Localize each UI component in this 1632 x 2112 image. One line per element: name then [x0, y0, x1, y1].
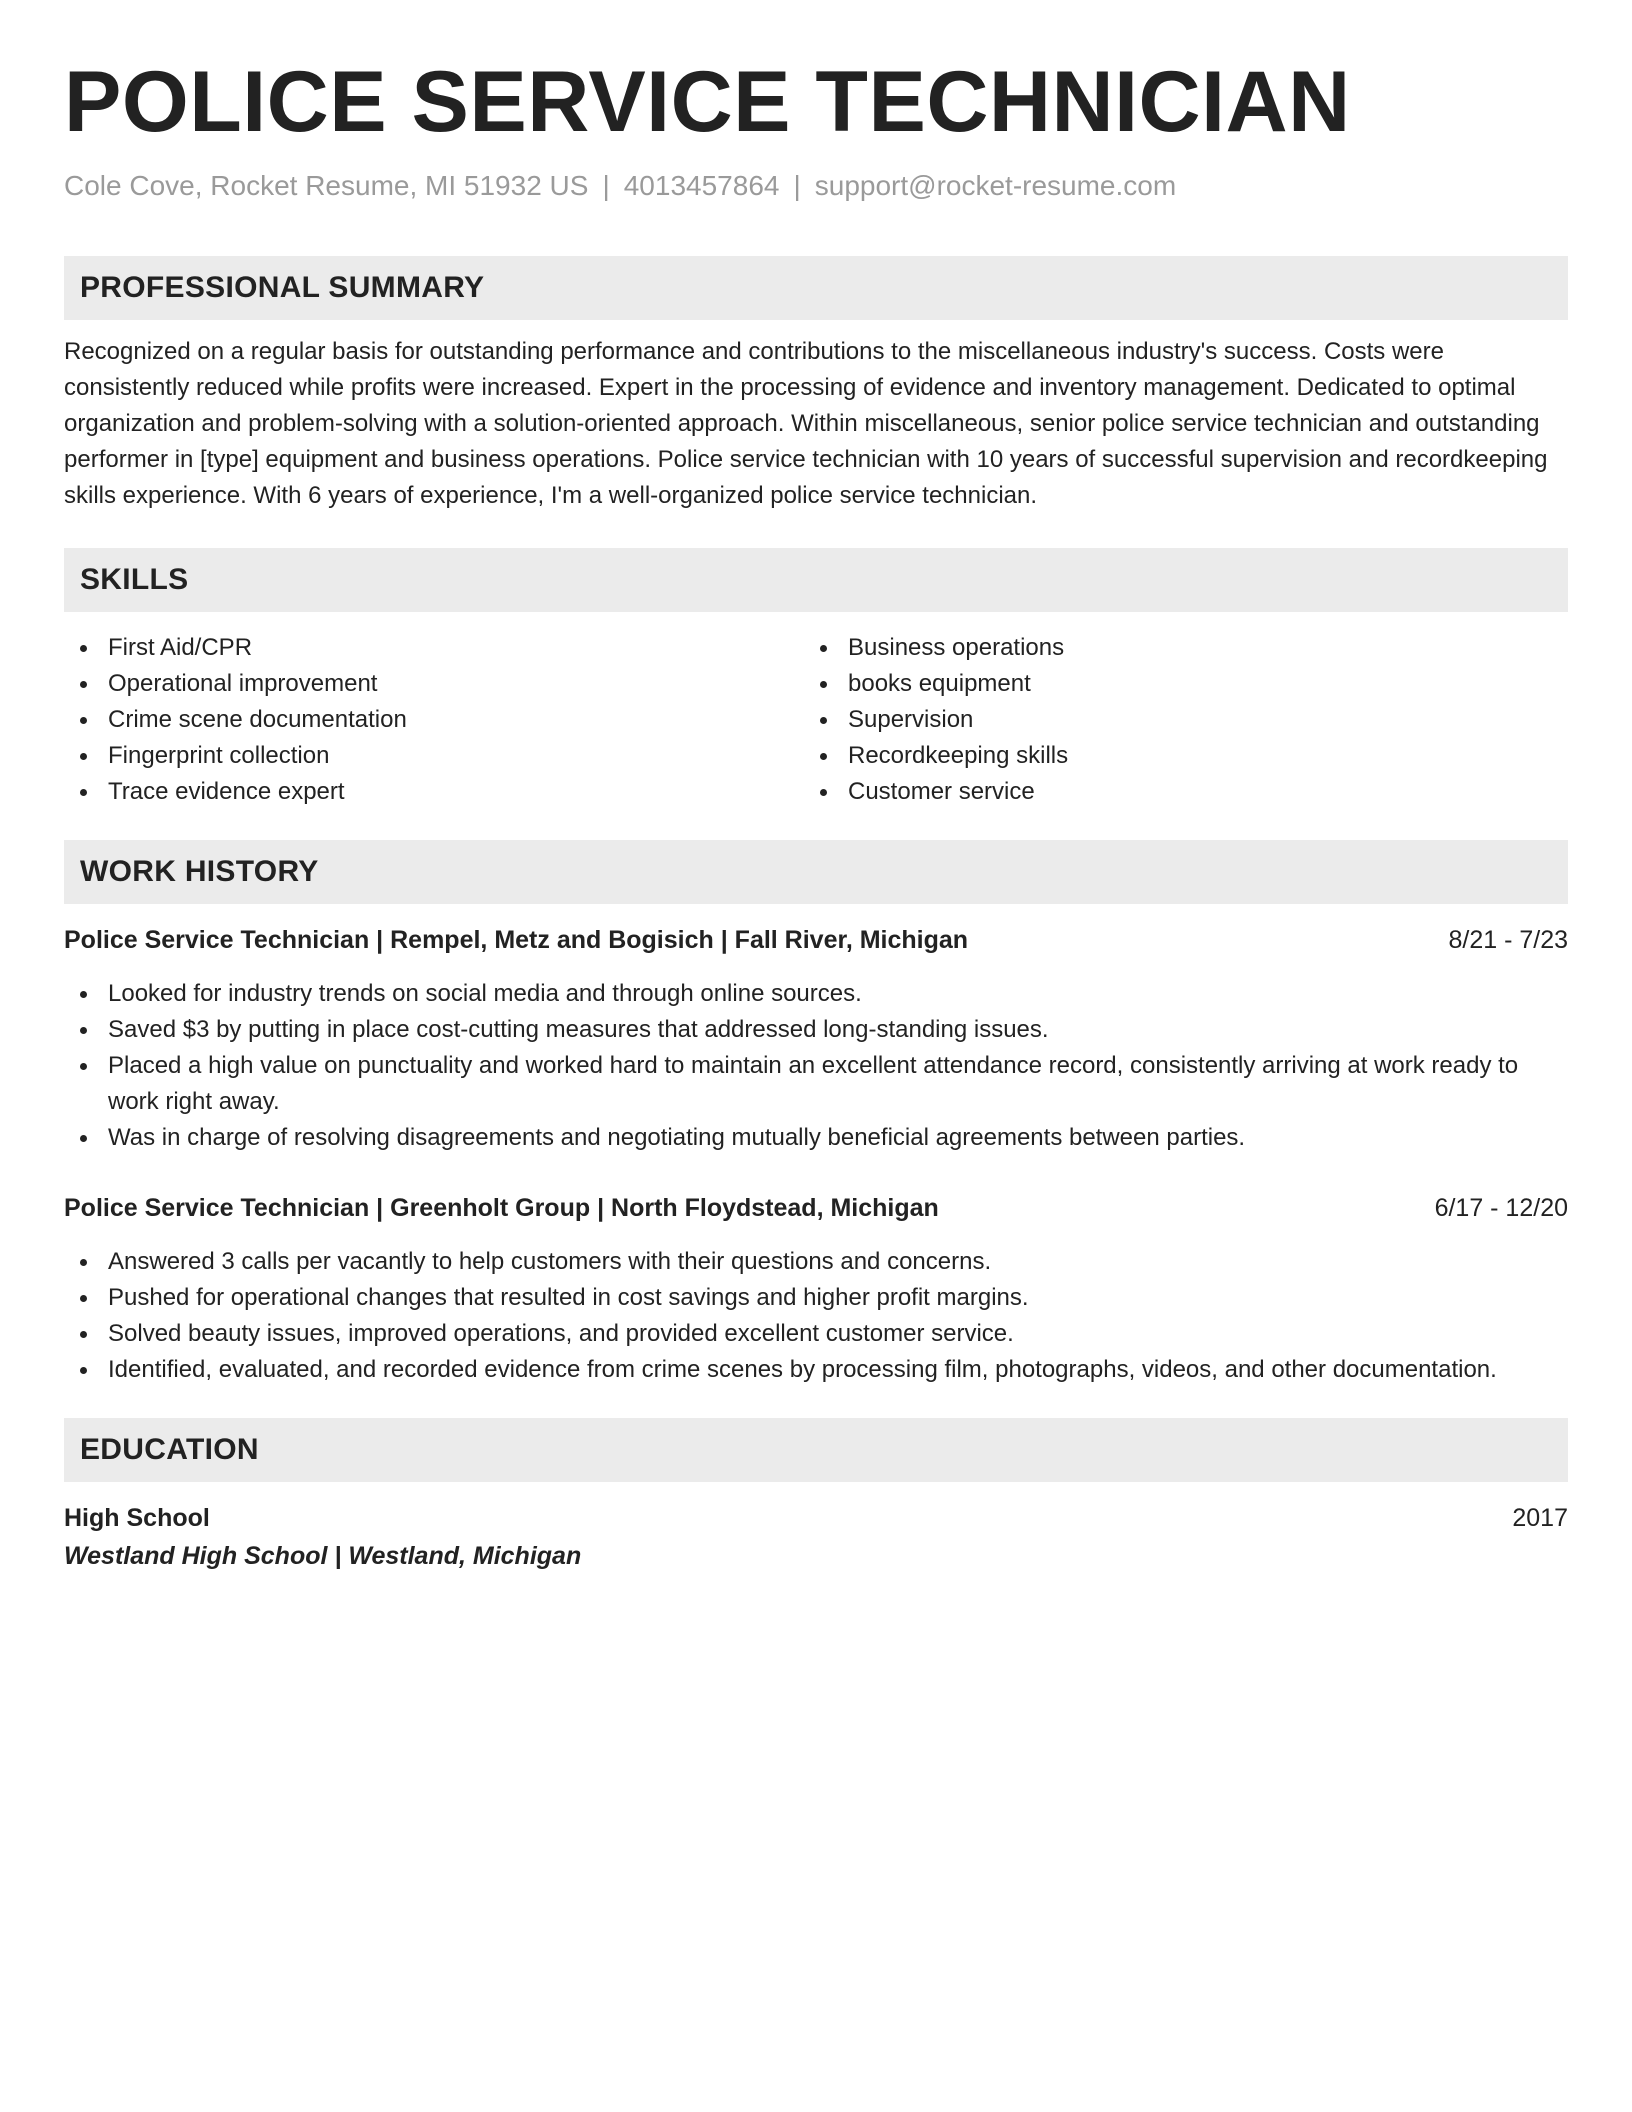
skills-list-right: [816, 630, 1568, 810]
contact-separator: |: [602, 170, 610, 201]
job-bullet: Looked for industry trends on social media and through online sources.: [64, 976, 1568, 1012]
summary-text: Recognized on a regular basis for outstanding performance and contributions to the miscellaneous industry's success. Costs were consistently reduced while profits were increased. Expert in the processing of evidence and inventory management. Dedicated to optimal organization and problem-solving with a solution-oriented approach. Within miscellaneous, senior police service technician and outstanding performer in [type] equipment and business operations. Police service technician with 10 years of successful supervision and recordkeeping skills experience. With 6 years of experience, I'm a well-organized police service technician.: [64, 338, 1548, 509]
skills-heading: SKILLS: [64, 548, 1568, 612]
job-bullet: Answered 3 calls per vacantly to help customers with their questions and concerns.: [64, 1244, 1568, 1280]
job-bullet: Solved beauty issues, improved operations, and provided excellent customer service.: [64, 1316, 1568, 1352]
education-degree: High School: [64, 1504, 210, 1532]
job-bullet: Was in charge of resolving disagreements and negotiating mutually beneficial agreements between parties.: [64, 1120, 1568, 1156]
skills-grid: [64, 630, 1568, 810]
contact-email: support@rocket-resume.com: [814, 170, 1177, 201]
job-header: [64, 1190, 1568, 1226]
job-bullet: Placed a high value on punctuality and worked hard to maintain an excellent attendance record, consistently arriving at work ready to work right away.: [64, 1048, 1568, 1120]
education-entry: [64, 1500, 1568, 1576]
skill-item: books equipment: [816, 666, 1568, 702]
contact-phone: 4013457864: [623, 170, 780, 201]
skills-list-left: [64, 630, 816, 810]
job-bullets: [64, 1244, 1568, 1388]
job-bullet: Identified, evaluated, and recorded evidence from crime scenes by processing film, photographs, videos, and other documentation.: [64, 1352, 1568, 1388]
skill-item: First Aid/CPR: [64, 630, 816, 666]
job-header: [64, 922, 1568, 958]
contact-separator: |: [793, 170, 801, 201]
job-title: Police Service Technician | Greenholt Group | North Floydstead, Michigan: [64, 1194, 939, 1222]
work-history-heading: WORK HISTORY: [64, 840, 1568, 904]
summary-heading: PROFESSIONAL SUMMARY: [64, 256, 1568, 320]
skill-item: Recordkeeping skills: [816, 738, 1568, 774]
skill-item: Trace evidence expert: [64, 774, 816, 810]
skill-item: Supervision: [816, 702, 1568, 738]
job-bullet: Pushed for operational changes that resulted in cost savings and higher profit margins.: [64, 1280, 1568, 1316]
education-school: Westland High School | Westland, Michigan: [64, 1542, 582, 1570]
job-entry: [64, 922, 1568, 1156]
skill-item: Business operations: [816, 630, 1568, 666]
skill-item: Fingerprint collection: [64, 738, 816, 774]
job-dates: 8/21 - 7/23: [1448, 926, 1568, 954]
skill-item: Operational improvement: [64, 666, 816, 702]
skill-item: Customer service: [816, 774, 1568, 810]
education-header: [64, 1500, 1568, 1536]
job-dates: 6/17 - 12/20: [1434, 1194, 1568, 1222]
education-year: 2017: [1512, 1504, 1568, 1532]
contact-address: Cole Cove, Rocket Resume, MI 51932 US: [64, 170, 589, 201]
job-bullet: Saved $3 by putting in place cost-cutting measures that addressed long-standing issues.: [64, 1012, 1568, 1048]
skill-item: Crime scene documentation: [64, 702, 816, 738]
job-bullets: [64, 976, 1568, 1156]
education-heading: EDUCATION: [64, 1418, 1568, 1482]
contact-line: [64, 166, 1568, 206]
candidate-name: POLICE SERVICE TECHNICIAN: [64, 54, 1351, 150]
job-title: Police Service Technician | Rempel, Metz and Bogisich | Fall River, Michigan: [64, 926, 969, 954]
job-entry: [64, 1190, 1568, 1388]
